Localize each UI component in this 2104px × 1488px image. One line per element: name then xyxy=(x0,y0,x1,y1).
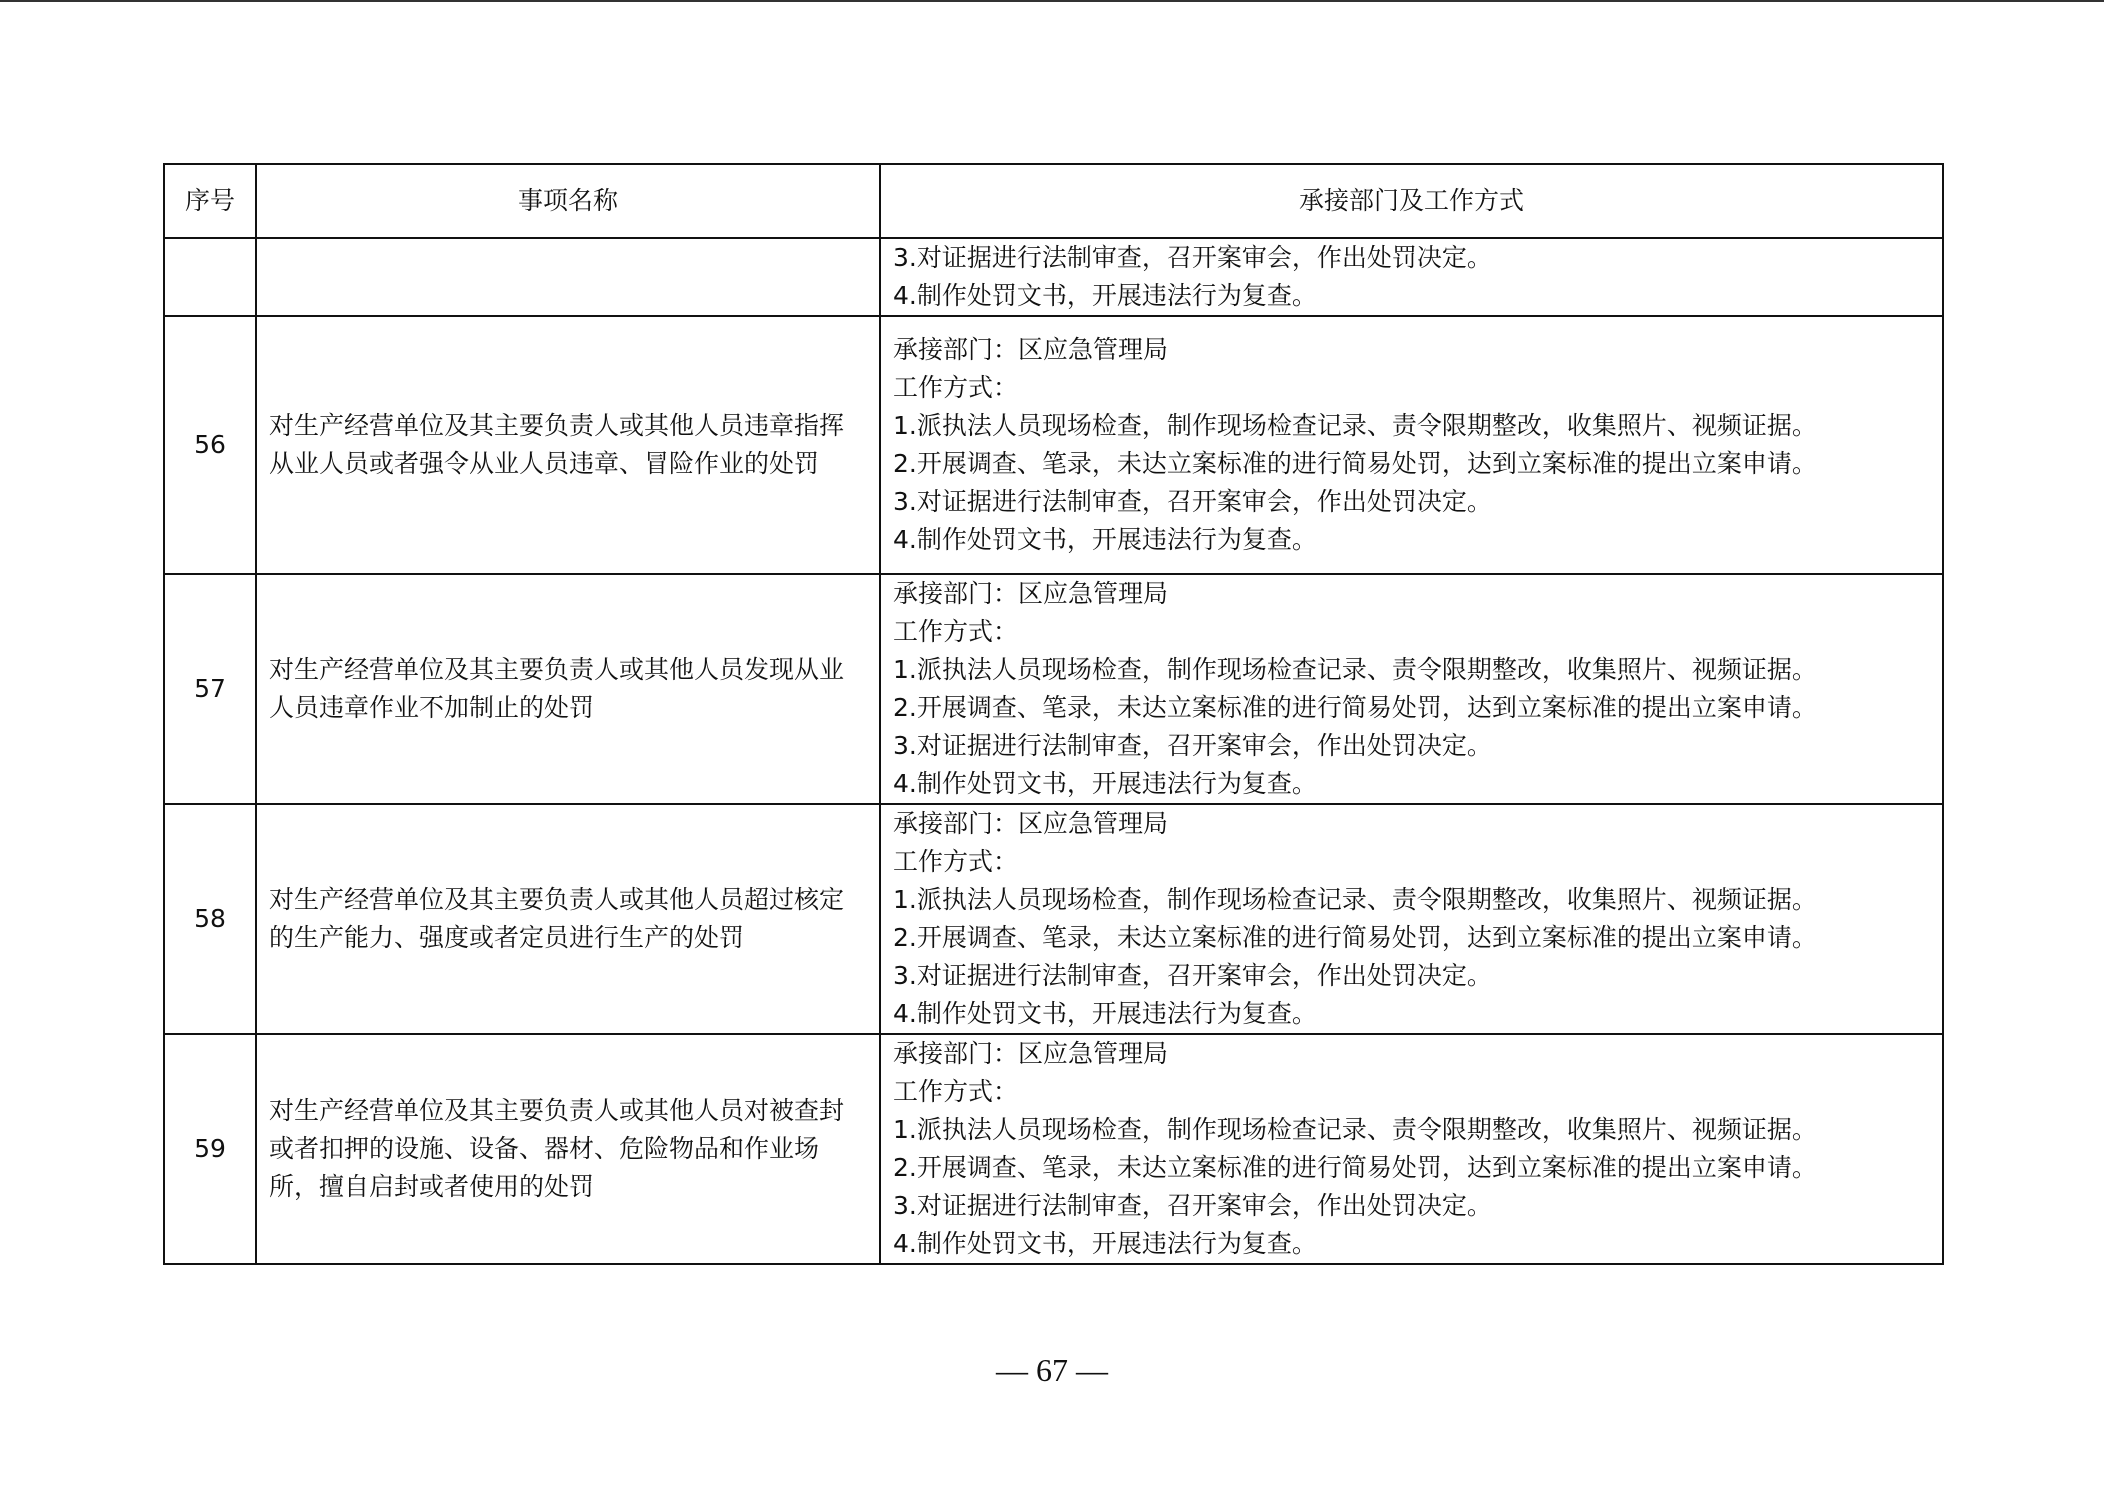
table-row xyxy=(164,574,1943,804)
item-name-cell: 对生产经营单位及其主要负责人或其他人员违章指挥从业人员或者强令从业人员违章、冒险作业的处罚 xyxy=(256,316,880,574)
method-label: 工作方式： xyxy=(893,1077,1019,1106)
continuation-work-cell xyxy=(880,238,1943,316)
work-step: 4.制作处罚文书，开展违法行为复查。 xyxy=(893,525,1317,554)
work-step: 4.制作处罚文书，开展违法行为复查。 xyxy=(893,769,1317,798)
work-cell xyxy=(880,1034,1943,1264)
matters-table xyxy=(163,163,1944,1265)
dept-line: 承接部门：区应急管理局 xyxy=(893,579,1169,608)
work-step: 1.派执法人员现场检查，制作现场检查记录、责令限期整改，收集照片、视频证据。 xyxy=(893,655,1817,684)
work-cell xyxy=(880,574,1943,804)
item-name-cell: 对生产经营单位及其主要负责人或其他人员超过核定的生产能力、强度或者定员进行生产的处罚 xyxy=(256,804,880,1034)
work-step: 3.对证据进行法制审查，召开案审会，作出处罚决定。 xyxy=(893,731,1492,760)
table-header-row xyxy=(164,164,1943,238)
header-dept-method: 承接部门及工作方式 xyxy=(880,164,1943,238)
item-name-cell: 对生产经营单位及其主要负责人或其他人员发现从业人员违章作业不加制止的处罚 xyxy=(256,574,880,804)
work-step: 2.开展调查、笔录，未达立案标准的进行简易处罚，达到立案标准的提出立案申请。 xyxy=(893,923,1817,952)
work-step: 2.开展调查、笔录，未达立案标准的进行简易处罚，达到立案标准的提出立案申请。 xyxy=(893,1153,1817,1182)
work-step: 4.制作处罚文书，开展违法行为复查。 xyxy=(893,1229,1317,1258)
work-step: 3.对证据进行法制审查，召开案审会，作出处罚决定。 xyxy=(893,961,1492,990)
work-step: 1.派执法人员现场检查，制作现场检查记录、责令限期整改，收集照片、视频证据。 xyxy=(893,1115,1817,1144)
work-cell xyxy=(880,804,1943,1034)
work-step: 2.开展调查、笔录，未达立案标准的进行简易处罚，达到立案标准的提出立案申请。 xyxy=(893,693,1817,722)
page-number: — 67 — xyxy=(996,1352,1108,1388)
dept-line: 承接部门：区应急管理局 xyxy=(893,1039,1169,1068)
seq-cell: 58 xyxy=(164,804,256,1034)
work-step: 4.制作处罚文书，开展违法行为复查。 xyxy=(893,999,1317,1028)
work-step: 3.对证据进行法制审查，召开案审会，作出处罚决定。 xyxy=(893,487,1492,516)
header-item-name: 事项名称 xyxy=(256,164,880,238)
dept-line: 承接部门：区应急管理局 xyxy=(893,809,1169,838)
work-step: 1.派执法人员现场检查，制作现场检查记录、责令限期整改，收集照片、视频证据。 xyxy=(893,885,1817,914)
table-row xyxy=(164,316,1943,574)
continuation-seq-cell xyxy=(164,238,256,316)
table-row xyxy=(164,1034,1943,1264)
page-top-border xyxy=(0,0,2104,2)
continuation-item-cell xyxy=(256,238,880,316)
work-step: 2.开展调查、笔录，未达立案标准的进行简易处罚，达到立案标准的提出立案申请。 xyxy=(893,449,1817,478)
seq-cell: 56 xyxy=(164,316,256,574)
method-label: 工作方式： xyxy=(893,847,1019,876)
work-line: 4.制作处罚文书，开展违法行为复查。 xyxy=(893,281,1317,310)
table-row-continuation xyxy=(164,238,1943,316)
work-line: 3.对证据进行法制审查，召开案审会，作出处罚决定。 xyxy=(893,243,1492,272)
item-name-cell: 对生产经营单位及其主要负责人或其他人员对被查封或者扣押的设施、设备、器材、危险物品和作业场所，擅自启封或者使用的处罚 xyxy=(256,1034,880,1264)
seq-cell: 59 xyxy=(164,1034,256,1264)
method-label: 工作方式： xyxy=(893,373,1019,402)
work-step: 3.对证据进行法制审查，召开案审会，作出处罚决定。 xyxy=(893,1191,1492,1220)
dept-line: 承接部门：区应急管理局 xyxy=(893,335,1169,364)
table-row xyxy=(164,804,1943,1034)
work-cell xyxy=(880,316,1943,574)
header-seq: 序号 xyxy=(164,164,256,238)
seq-cell: 57 xyxy=(164,574,256,804)
method-label: 工作方式： xyxy=(893,617,1019,646)
work-step: 1.派执法人员现场检查，制作现场检查记录、责令限期整改，收集照片、视频证据。 xyxy=(893,411,1817,440)
